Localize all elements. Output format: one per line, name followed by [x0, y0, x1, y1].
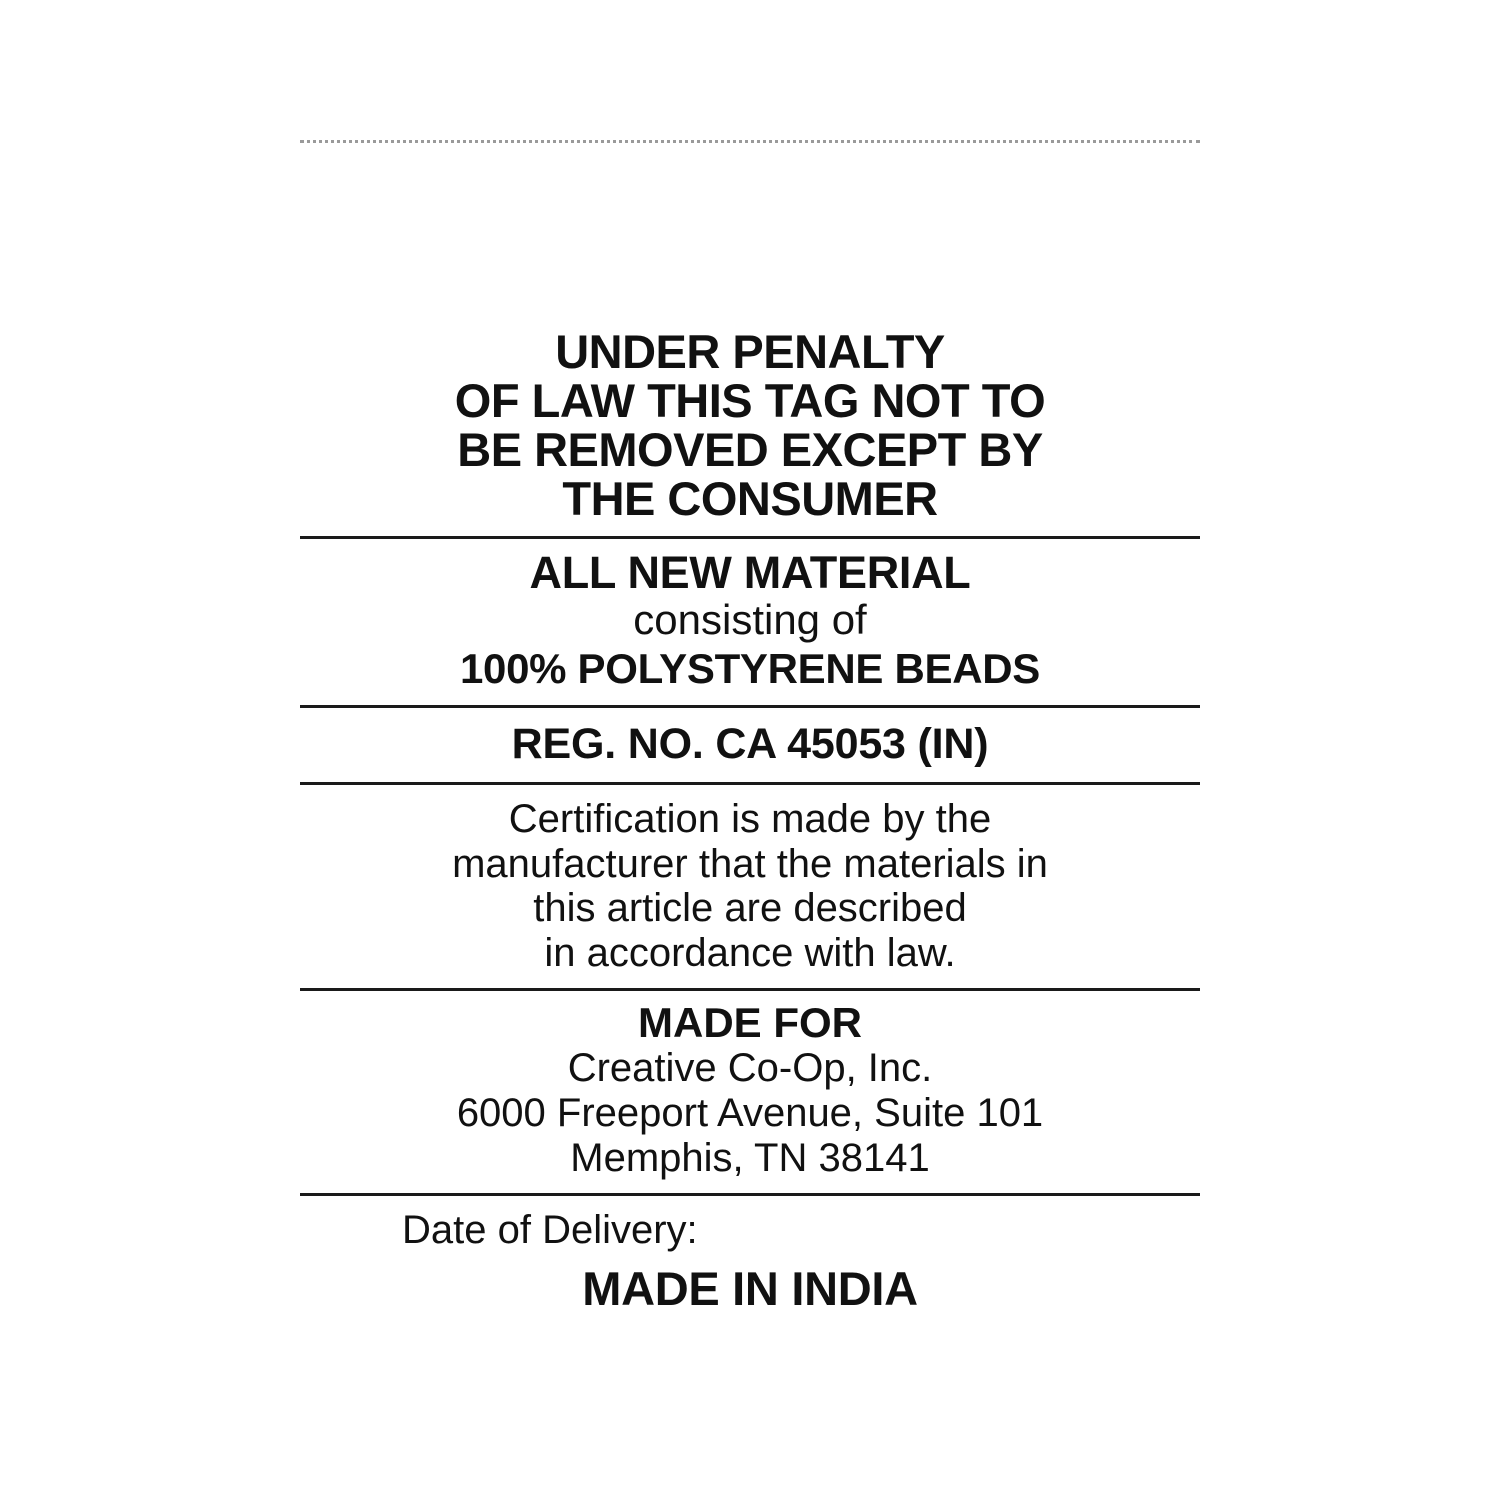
penalty-notice-line-2: OF LAW THIS TAG NOT TO	[454, 373, 1046, 427]
certification-block	[300, 785, 1200, 988]
law-label-tag	[300, 140, 1200, 1316]
material-contents: 100% POLYSTYRENE BEADS	[459, 644, 1041, 692]
date-of-delivery-label: Date of Delivery:	[402, 1208, 698, 1253]
made-for-heading: MADE FOR	[638, 998, 862, 1046]
penalty-notice-line-4: THE CONSUMER	[562, 471, 938, 525]
penalty-notice-block	[300, 320, 1200, 536]
registration-number: REG. NO. CA 45053 (IN)	[511, 720, 989, 769]
made-for-block	[300, 991, 1200, 1193]
delivery-block	[300, 1196, 1200, 1316]
penalty-notice-line-1: UNDER PENALTY	[555, 325, 945, 378]
material-block	[300, 539, 1200, 706]
perforation-line	[300, 140, 1200, 145]
certification-line-3: this article are described	[533, 886, 967, 931]
material-heading: ALL NEW MATERIAL	[529, 546, 971, 598]
certification-line-2: manufacturer that the materials in	[452, 841, 1048, 886]
made-for-street: 6000 Freeport Avenue, Suite 101	[456, 1090, 1044, 1135]
registration-block	[300, 708, 1200, 782]
made-for-city-state-zip: Memphis, TN 38141	[570, 1135, 930, 1180]
certification-line-4: in accordance with law.	[544, 931, 956, 976]
material-connector: consisting of	[633, 596, 867, 644]
country-of-origin: MADE IN INDIA	[582, 1262, 918, 1316]
made-for-company: Creative Co-Op, Inc.	[567, 1045, 933, 1090]
certification-line-1: Certification is made by the	[508, 796, 992, 841]
penalty-notice-line-3: BE REMOVED EXCEPT BY	[457, 422, 1043, 476]
